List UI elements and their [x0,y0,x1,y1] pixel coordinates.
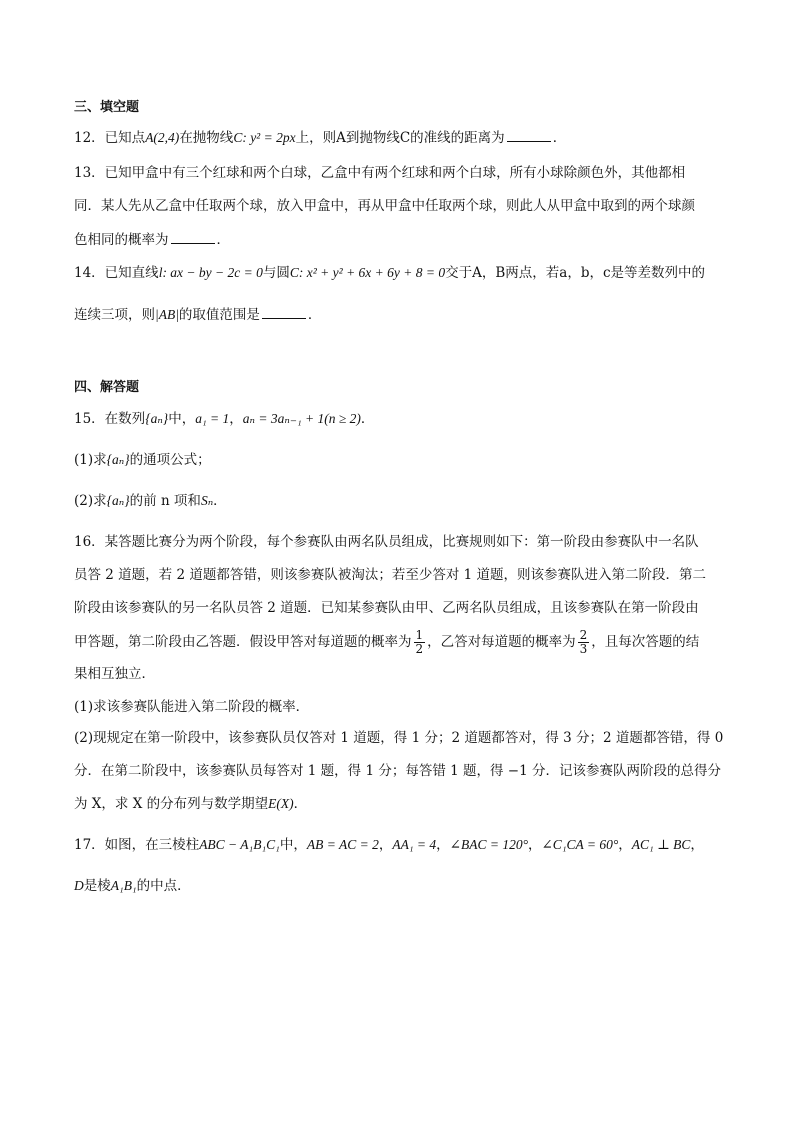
q15-sep: ， [229,411,243,427]
q17-sep: ， [436,837,450,853]
q17-text: 的中点． [136,878,191,894]
question-16-part-2-line-1: (2)现规定在第一阶段中，该参赛队员仅答对 1 道题，得 1 分；2 道题都答对，得 3 分；2 道题都答错，得 0 [74,730,724,746]
q15-end: ． [360,411,375,427]
question-15-part-2 [74,491,227,511]
fraction-one-half: $\frac{1}{2}$ [415,628,424,656]
q15-initial: a₁ = 1 [195,411,230,426]
question-16-line-2: 员答 2 道题，若 2 道题都答错，则该参赛队被淘汰；若至少答对 1 道题，则该参赛队进入第二阶段．第二 [74,567,707,583]
q12-text: 12．已知点 [74,130,146,146]
q12-text: 在抛物线 [179,130,234,146]
answer-blank [171,229,215,244]
q15-p2-end: ． [213,493,227,509]
q17-condition: ∠C₁CA = 60° [541,837,619,852]
q12-text: 上，则A到抛物线C的准线的距离为 [295,130,505,146]
question-15 [74,409,374,429]
q14-line-equation: l: ax − by − 2c = 0 [158,265,263,280]
q14-text: 14．已知直线 [74,265,159,281]
q17-text: 17．如图，在三棱柱 [74,837,200,853]
q17-text: 中， [279,837,307,853]
question-16-line-1: 16．某答题比赛分为两个阶段，每个参赛队由两名队员组成，比赛规则如下：第一阶段由参赛队中一名队 [74,534,699,550]
q14-text: 与圆 [262,265,290,281]
q14-text: 的取值范围是 [178,307,260,323]
question-17-line-2 [74,876,191,896]
q16-text: 甲答题，第二阶段由乙答题．假设甲答对每道题的概率为 [74,634,412,650]
q16-text: 为 X，求 X 的分布列与数学期望 [74,796,269,812]
answer-blank [507,127,551,142]
q15-p2-text: (2)求 [74,493,107,509]
question-14-line-1 [74,263,705,283]
q14-text: 交于A，B两点，若a，b，c是等差数列中的 [445,265,706,281]
question-12 [74,127,566,148]
q15-p2-text: 的前 n 项和 [129,493,201,509]
question-16-line-3: 阶段由该参赛队的另一名队员答 2 道题．已知某参赛队由甲、乙两名队员组成，且该参赛队在第一阶段由 [74,600,699,616]
q16-text: ，乙答对每道题的概率为 [427,634,576,650]
q17-condition: AA₁ = 4 [392,837,437,852]
q15-p1-text: (1)求 [74,452,107,468]
q12-point: A(2,4) [145,130,180,145]
q17-point-d: D [74,878,84,893]
q17-segment: A₁B₁ [110,878,137,893]
q15-recurrence: aₙ = 3aₙ₋₁ + 1(n ≥ 2) [242,411,361,426]
q16-expectation: E(X) [268,796,294,811]
question-16-part-2-line-2: 分．在第二阶段中，该参赛队员每答对 1 题，得 1 分；每答错 1 题，得 −1 分．记该参赛队两阶段的总得分 [74,763,721,779]
question-16-line-4 [74,627,699,657]
q17-sep: ， [378,837,393,853]
question-16-part-1: (1)求该参赛队能进入第二阶段的概率． [74,699,310,715]
q14-circle-equation: C: x² + y² + 6x + 6y + 8 = 0 [289,265,446,280]
question-13-line-1: 13．已知甲盒中有三个红球和两个白球，乙盒中有两个红球和两个白球，所有小球除颜色外，其他都相 [74,165,686,181]
q15-text: 中， [168,411,196,427]
q14-text: 连续三项，则 [74,307,155,323]
question-13-line-2: 同．某人先从乙盒中任取两个球，放入甲盒中，再从甲盒中任取两个球，则此人从甲盒中取到的两个球颜 [74,198,695,214]
q17-end: ， [690,837,704,853]
q12-end: ． [552,130,567,146]
question-16-part-2-line-3 [74,794,307,814]
q14-abs-ab: |AB| [155,307,179,322]
section-heading-answer: 四、解答题 [74,380,140,395]
question-16-line-5: 果相互独立． [74,666,155,682]
fraction-two-thirds: $\frac{2}{3}$ [579,628,588,656]
q16-text: ，且每次答题的结 [591,634,700,650]
q16-end: ． [293,796,308,812]
q15-sequence: {aₙ} [106,452,130,467]
q17-condition: AB = AC = 2 [306,837,379,852]
q15-sequence: {aₙ} [145,411,169,426]
q17-text: 是棱 [83,878,111,894]
q17-sep: ， [528,837,542,853]
q14-end: ． [307,307,322,323]
q15-sequence: {aₙ} [106,493,130,508]
q17-condition: ∠BAC = 120° [449,837,528,852]
q17-sep: ， [618,837,632,853]
q15-p1-text: 的通项公式； [129,452,211,468]
question-17-line-1 [74,835,704,855]
q17-condition: AC₁ ⊥ BC [631,837,691,852]
answer-blank [262,304,306,319]
q13-text: 色相同的概率为 [74,232,169,248]
question-15-part-1 [74,450,211,470]
q12-curve: C: y² = 2px [233,130,296,145]
q15-sum: Sₙ [200,493,214,508]
q15-text: 15．在数列 [74,411,146,427]
q17-prism: ABC − A₁B₁C₁ [199,837,280,852]
section-heading-fill-in: 三、填空题 [74,100,140,115]
q13-end: ． [216,232,230,248]
question-13-line-3 [74,229,230,250]
question-14-line-2 [74,304,321,325]
